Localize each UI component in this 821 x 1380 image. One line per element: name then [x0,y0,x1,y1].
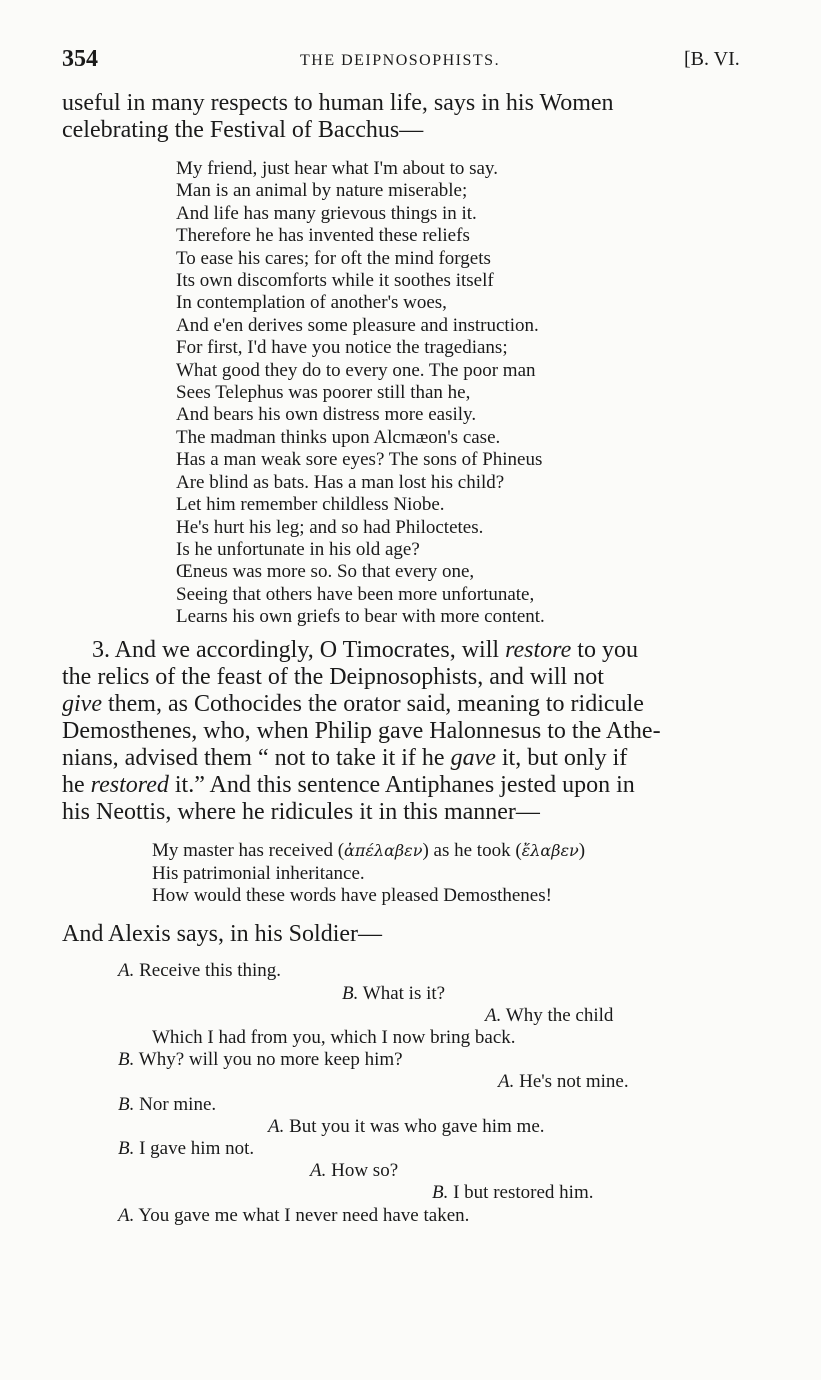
dialogue-text: I gave him not. [139,1138,255,1159]
verse-line: My master has received (ἀπέλαβεν) as he took (ἔλαβεν) [152,840,586,861]
dialogue-text: Why? will you no more keep him? [138,1049,403,1070]
paragraph-line: 3. And we accordingly, O Timocrates, will restore to you [92,637,638,663]
speaker-label: A. [118,960,135,981]
verse-line: What good they do to every one. The poor man [176,359,536,381]
verse-line: Has a man weak sore eyes? The sons of Phineus [176,449,543,471]
dialogue-text: Why the child [505,1005,614,1026]
speaker-label: A. [268,1116,285,1137]
verse-line: How would these words have pleased Demosthenes! [152,885,552,906]
dialogue-text: How so? [331,1160,399,1181]
verse-line: Man is an animal by nature miserable; [176,180,468,202]
greek-word: ἀπέλαβεν [344,841,423,860]
verse-quotation-women-bacchus [176,158,736,629]
dialogue-line [268,1116,545,1138]
verse-quotation-neottis [152,840,752,908]
verse-line: To ease his cares; for oft the mind forgets [176,247,491,269]
paragraph-line: his Neottis, where he ridicules it in this manner— [62,799,540,825]
opening-line: useful in many respects to human life, says in his Women [62,90,614,116]
verse-line: And e'en derives some pleasure and instruction. [176,314,539,336]
dialogue-line [152,1027,516,1049]
verse-line: In contemplation of another's woes, [176,292,447,314]
dialogue-line [310,1160,398,1182]
verse-line: His patrimonial inheritance. [152,862,365,884]
page-number: 354 [62,46,98,72]
running-header [62,46,762,76]
dialogue-line [342,983,445,1005]
dialogue-text: Receive this thing. [139,960,282,981]
dialogue-text: Nor mine. [139,1094,217,1115]
book-marker: [B. VI. [684,48,740,70]
verse-line: Sees Telephus was poorer still than he, [176,382,471,404]
dialogue-line [118,1049,403,1071]
speaker-label: A. [485,1005,502,1026]
dialogue-line [485,1005,613,1027]
verse-line: He's hurt his leg; and so had Philoctetes. [176,516,484,538]
greek-word: ἔλαβεν [521,841,579,860]
paragraph-line: Demosthenes, who, when Philip gave Halonnesus to the Athe- [62,718,661,744]
verse-line: And bears his own distress more easily. [176,404,477,426]
verse-line: And life has many grievous things in it. [176,202,477,224]
dialogue-text: You gave me what I never need have taken. [138,1205,470,1226]
verse-line: Let him remember childless Niobe. [176,494,445,516]
dialogue-line [432,1182,593,1204]
verse-line: For first, I'd have you notice the tragedians; [176,337,508,359]
speaker-label: B. [118,1138,135,1159]
speaker-label: A. [118,1205,135,1226]
verse-line: My friend, just hear what I'm about to say. [176,158,498,179]
paragraph-line: nians, advised them “ not to take it if he gave it, but only if [62,745,628,771]
verse-line: Are blind as bats. Has a man lost his child? [176,471,505,493]
verse-line: Œneus was more so. So that every one, [176,561,475,583]
paragraph-line: give them, as Cothocides the orator said, meaning to ridicule [62,691,644,717]
opening-line: celebrating the Festival of Bacchus— [62,117,424,143]
dialogue-text: He's not mine. [519,1071,629,1092]
dialogue-line [118,1138,254,1160]
dialogue-line [118,1094,216,1116]
dialogue-text: But you it was who gave him me. [289,1116,545,1137]
verse-line: Its own discomforts while it soothes itself [176,270,494,292]
speaker-label: B. [118,1094,135,1115]
paragraph-line: the relics of the feast of the Deipnosophists, and will not [62,664,604,690]
speaker-label: A. [498,1071,515,1092]
verse-line: Therefore he has invented these reliefs [176,225,470,247]
verse-line: Seeing that others have been more unfortunate, [176,583,535,605]
section-3-paragraph [62,637,754,826]
speaker-label: A. [310,1160,327,1181]
dialogue-text: What is it? [362,983,446,1004]
verse-line: Learns his own griefs to bear with more content. [176,606,545,628]
dialogue-line [118,960,281,982]
speaker-label: B. [432,1182,449,1203]
verse-line: Is he unfortunate in his old age? [176,538,420,560]
verse-line: The madman thinks upon Alcmæon's case. [176,426,501,448]
running-title: THE DEIPNOSOPHISTS. [300,52,501,69]
opening-paragraph [62,90,754,144]
dialogue-line [118,1205,469,1227]
speaker-label: B. [342,983,359,1004]
dialogue-text: I but restored him. [453,1182,594,1203]
alexis-intro: And Alexis says, in his Soldier— [62,921,383,947]
dialogue-text: Which I had from you, which I now bring back. [152,1027,516,1048]
speaker-label: B. [118,1049,135,1070]
dialogue-line [498,1071,629,1093]
paragraph-line: he restored it.” And this sentence Antiphanes jested upon in [62,772,635,798]
